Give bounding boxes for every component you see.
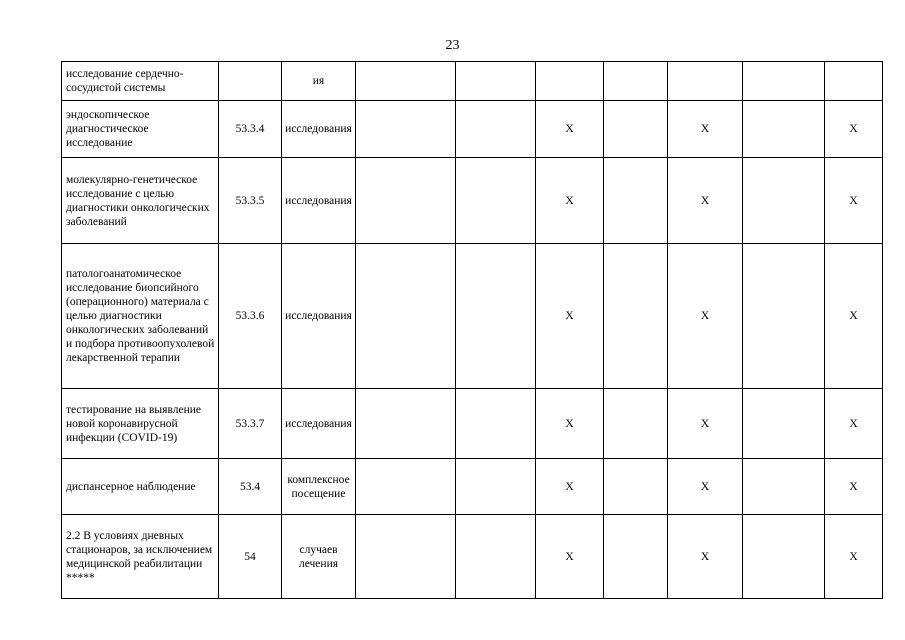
- value-cell: [604, 459, 668, 515]
- value-cell: X: [668, 515, 743, 599]
- value-cell: X: [536, 244, 604, 389]
- table-row: [62, 389, 883, 459]
- unit-cell: случаев лечения: [282, 515, 356, 599]
- code-cell: 53.4: [219, 459, 282, 515]
- value-cell: [743, 244, 825, 389]
- code-cell: 53.3.5: [219, 158, 282, 244]
- service-name-cell: исследование сердечно-сосудистой системы: [62, 62, 219, 101]
- value-cell: X: [825, 101, 883, 158]
- value-cell: [356, 62, 456, 101]
- service-name-cell: патологоанатомическое исследование биопсийного (операционного) материала с целью диагностики онкологических заболеваний и подбора противоопухолевой лекарственной терапии: [62, 244, 219, 389]
- value-cell: [356, 244, 456, 389]
- unit-cell: ия: [282, 62, 356, 101]
- value-cell: X: [825, 515, 883, 599]
- page-number: 23: [445, 38, 460, 53]
- table-row: [62, 515, 883, 599]
- table-row: [62, 244, 883, 389]
- unit-cell: исследования: [282, 158, 356, 244]
- value-cell: X: [536, 459, 604, 515]
- value-cell: [825, 62, 883, 101]
- value-cell: [743, 515, 825, 599]
- value-cell: [604, 62, 668, 101]
- unit-cell: комплексное посещение: [282, 459, 356, 515]
- value-cell: [356, 459, 456, 515]
- value-cell: [356, 515, 456, 599]
- code-cell: 54: [219, 515, 282, 599]
- code-cell: 53.3.7: [219, 389, 282, 459]
- value-cell: [743, 459, 825, 515]
- value-cell: [456, 389, 536, 459]
- value-cell: X: [536, 515, 604, 599]
- service-name-cell: тестирование на выявление новой коронавирусной инфекции (COVID-19): [62, 389, 219, 459]
- value-cell: [604, 158, 668, 244]
- value-cell: X: [825, 244, 883, 389]
- value-cell: [604, 244, 668, 389]
- table-row: [62, 158, 883, 244]
- value-cell: X: [825, 459, 883, 515]
- service-name-cell: диспансерное наблюдение: [62, 459, 219, 515]
- value-cell: X: [668, 389, 743, 459]
- code-cell: 53.3.4: [219, 101, 282, 158]
- value-cell: [456, 101, 536, 158]
- value-cell: [604, 515, 668, 599]
- value-cell: X: [536, 158, 604, 244]
- value-cell: X: [825, 389, 883, 459]
- service-name-cell: 2.2 В условиях дневных стационаров, за исключением медицинской реабилитации *****: [62, 515, 219, 599]
- value-cell: [743, 101, 825, 158]
- data-table: [61, 61, 883, 599]
- value-cell: [456, 459, 536, 515]
- table-body: [62, 62, 883, 599]
- value-cell: [356, 389, 456, 459]
- value-cell: [456, 158, 536, 244]
- code-cell: [219, 62, 282, 101]
- unit-cell: исследования: [282, 101, 356, 158]
- value-cell: X: [668, 158, 743, 244]
- value-cell: [456, 62, 536, 101]
- value-cell: [536, 62, 604, 101]
- table-row: [62, 459, 883, 515]
- value-cell: X: [536, 389, 604, 459]
- value-cell: [604, 389, 668, 459]
- table-row: [62, 62, 883, 101]
- value-cell: [356, 101, 456, 158]
- service-name-cell: эндоскопическое диагностическое исследование: [62, 101, 219, 158]
- value-cell: [456, 244, 536, 389]
- value-cell: [668, 62, 743, 101]
- value-cell: [743, 389, 825, 459]
- value-cell: [356, 158, 456, 244]
- service-name-cell: молекулярно-генетическое исследование с целью диагностики онкологических заболеваний: [62, 158, 219, 244]
- value-cell: X: [668, 244, 743, 389]
- unit-cell: исследования: [282, 389, 356, 459]
- value-cell: X: [668, 101, 743, 158]
- value-cell: [743, 62, 825, 101]
- value-cell: X: [668, 459, 743, 515]
- value-cell: [604, 101, 668, 158]
- table-row: [62, 101, 883, 158]
- value-cell: X: [536, 101, 604, 158]
- unit-cell: исследования: [282, 244, 356, 389]
- value-cell: X: [825, 158, 883, 244]
- code-cell: 53.3.6: [219, 244, 282, 389]
- value-cell: [743, 158, 825, 244]
- value-cell: [456, 515, 536, 599]
